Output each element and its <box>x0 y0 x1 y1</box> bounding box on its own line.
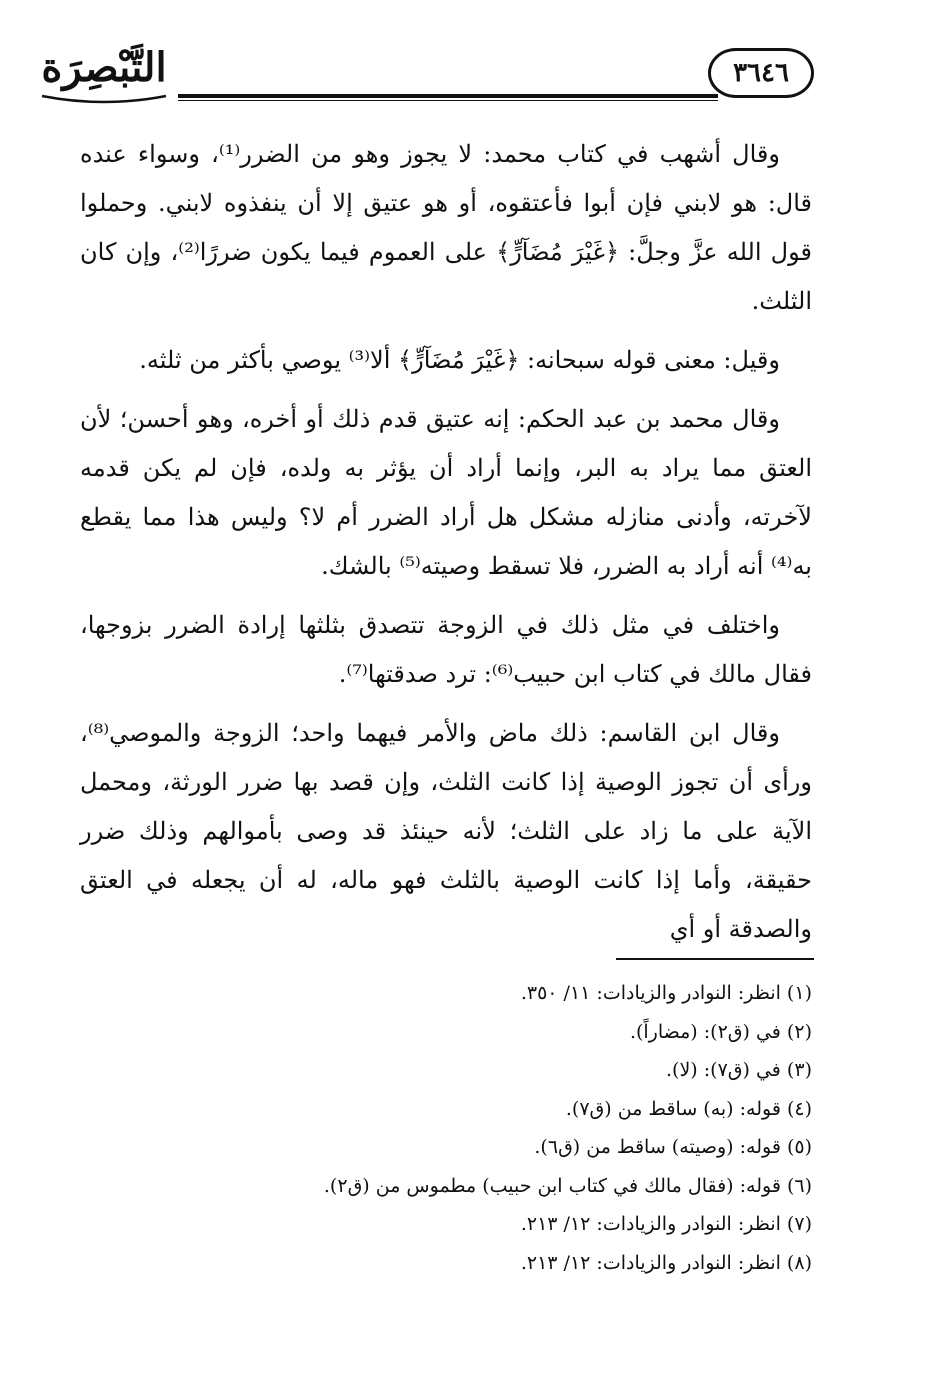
paragraph-4: واختلف في مثل ذلك في الزوجة تتصدق بثلثها إرادة الضرر بزوجها، فقال مالك في كتاب ابن حبيب⁽⁶⁾: ترد صدقتها⁽⁷⁾. <box>80 611 812 688</box>
footnote-4: (٤) قوله: (به) ساقط من (ق٧). <box>565 1097 812 1120</box>
header-rule <box>178 94 718 98</box>
footnote-2: (٢) في (ق٢): (مضاراً). <box>629 1020 812 1043</box>
page-number: ٣٦٤٦ <box>708 48 814 98</box>
footnote-6: (٦) قوله: (فقال مالك في كتاب ابن حبيب) مطموس من (ق٢). <box>323 1174 812 1197</box>
paragraph-2: وقيل: معنى قوله سبحانه: ﴿غَيْرَ مُضَآرٍّ﴾ ألا⁽³⁾ يوصي بأكثر من ثلثه. <box>139 346 780 374</box>
paragraph-5: وقال ابن القاسم: ذلك ماض والأمر فيهما واحد؛ الزوجة والموصي⁽⁸⁾، ورأى أن تجوز الوصية إذا كانت الثلث، وإن قصد بها ضرر الورثة، ومحمل الآية على ما زاد على الثلث؛ لأنه حينئذ قد وصى بأموالهم وذلك ضرر حقيقة، وأما إذا كانت الوصية بالثلث فهو ماله، له أن يجعله في العتق والصدقة أو أي <box>80 719 812 943</box>
footnote-8: (٨) انظر: النوادر والزيادات: ١٢/ ٢١٣. <box>520 1251 812 1274</box>
header-rule-thin <box>178 100 718 101</box>
footnote-separator <box>616 958 814 960</box>
footnote-3: (٣) في (ق٧): (لا). <box>666 1059 812 1081</box>
book-title: التَّبْصِرَة <box>41 44 167 91</box>
paragraph-1: وقال أشهب في كتاب محمد: لا يجوز وهو من الضرر⁽¹⁾، وسواء عنده قال: هو لابني فإن أبوا فأعتقوه، أو هو عتيق إلا أن ينفذوه لابني. وحملوا قول الله عزَّ وجلَّ: ﴿غَيْرَ مُضَآرٍّ﴾ على العموم فيما يكون ضررًا⁽²⁾، وإن كان الثلث. <box>80 140 812 315</box>
footnote-1: (١) انظر: النوادر والزيادات: ١١/ ٣٥٠. <box>520 982 812 1004</box>
main-text <box>80 130 812 964</box>
page-header <box>0 0 926 140</box>
footnotes <box>80 974 812 1282</box>
paragraph-3: وقال محمد بن عبد الحكم: إنه عتيق قدم ذلك أو أخره، وهو أحسن؛ لأن العتق مما يراد به البر، وإنما أراد أن يؤثر به ولده، فإن لم يكن قدمه لآخرته، وأدنى منازله مشكل هل أراد الضرر أم لا؟ وليس هذا مما يقطع به⁽⁴⁾ أنه أراد به الضرر، فلا تسقط وصيته⁽⁵⁾ بالشك. <box>80 405 812 580</box>
title-ornament-icon <box>38 92 170 106</box>
footnote-5: (٥) قوله: (وصيته) ساقط من (ق٦). <box>534 1136 812 1158</box>
footnote-7: (٧) انظر: النوادر والزيادات: ١٢/ ٢١٣. <box>520 1213 812 1235</box>
